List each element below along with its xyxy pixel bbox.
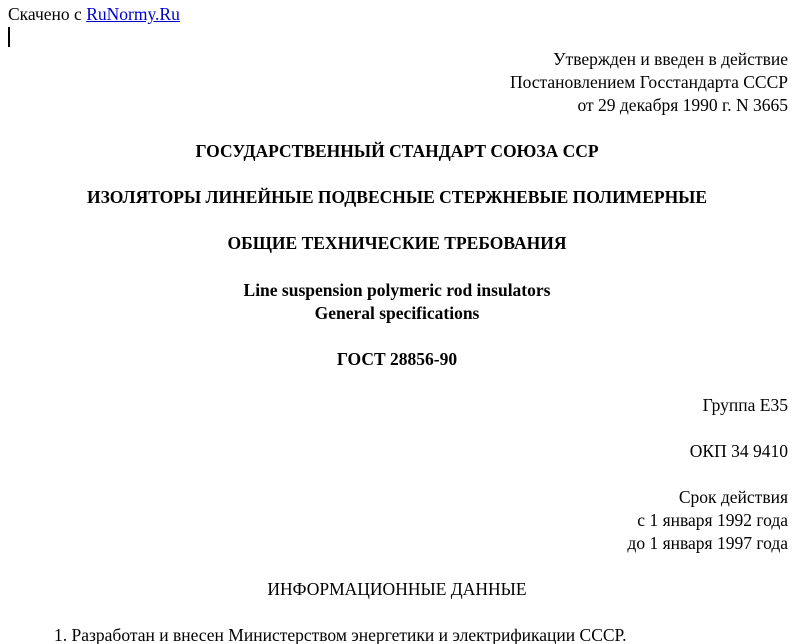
info-item-1: 1. Разработан и внесен Министерством энергетики и электрификации СССР. xyxy=(54,625,627,644)
download-prefix: Скачено с xyxy=(8,4,82,24)
english-title: Line suspension polymeric rod insulators xyxy=(243,280,551,300)
approval-line-3: от 29 декабря 1990 г. N 3665 xyxy=(577,95,788,115)
okp-code: ОКП 34 9410 xyxy=(689,441,788,461)
gost-number: ГОСТ 28856-90 xyxy=(336,349,458,369)
state-standard-heading: ГОСУДАРСТВЕННЫЙ СТАНДАРТ СОЮЗА ССР xyxy=(195,141,599,161)
validity-from: с 1 января 1992 года xyxy=(637,510,788,530)
document-title: ИЗОЛЯТОРЫ ЛИНЕЙНЫЕ ПОДВЕСНЫЕ СТЕРЖНЕВЫЕ ПОЛИМЕРНЫЕ xyxy=(86,187,708,207)
approval-line-1: Утвержден и введен в действие xyxy=(553,49,788,69)
info-heading: ИНФОРМАЦИОННЫЕ ДАННЫЕ xyxy=(267,579,527,599)
download-source-line xyxy=(8,3,180,25)
group-code: Группа Е35 xyxy=(702,395,788,415)
runormy-link[interactable]: RuNormy.Ru xyxy=(86,4,180,24)
approval-line-2: Постановлением Госстандарта СССР xyxy=(509,72,788,92)
validity-label: Срок действия xyxy=(678,487,788,507)
requirements-heading: ОБЩИЕ ТЕХНИЧЕСКИЕ ТРЕБОВАНИЯ xyxy=(227,233,567,253)
text-cursor xyxy=(8,27,10,47)
validity-to: до 1 января 1997 года xyxy=(627,533,788,553)
english-subtitle: General specifications xyxy=(314,303,480,323)
